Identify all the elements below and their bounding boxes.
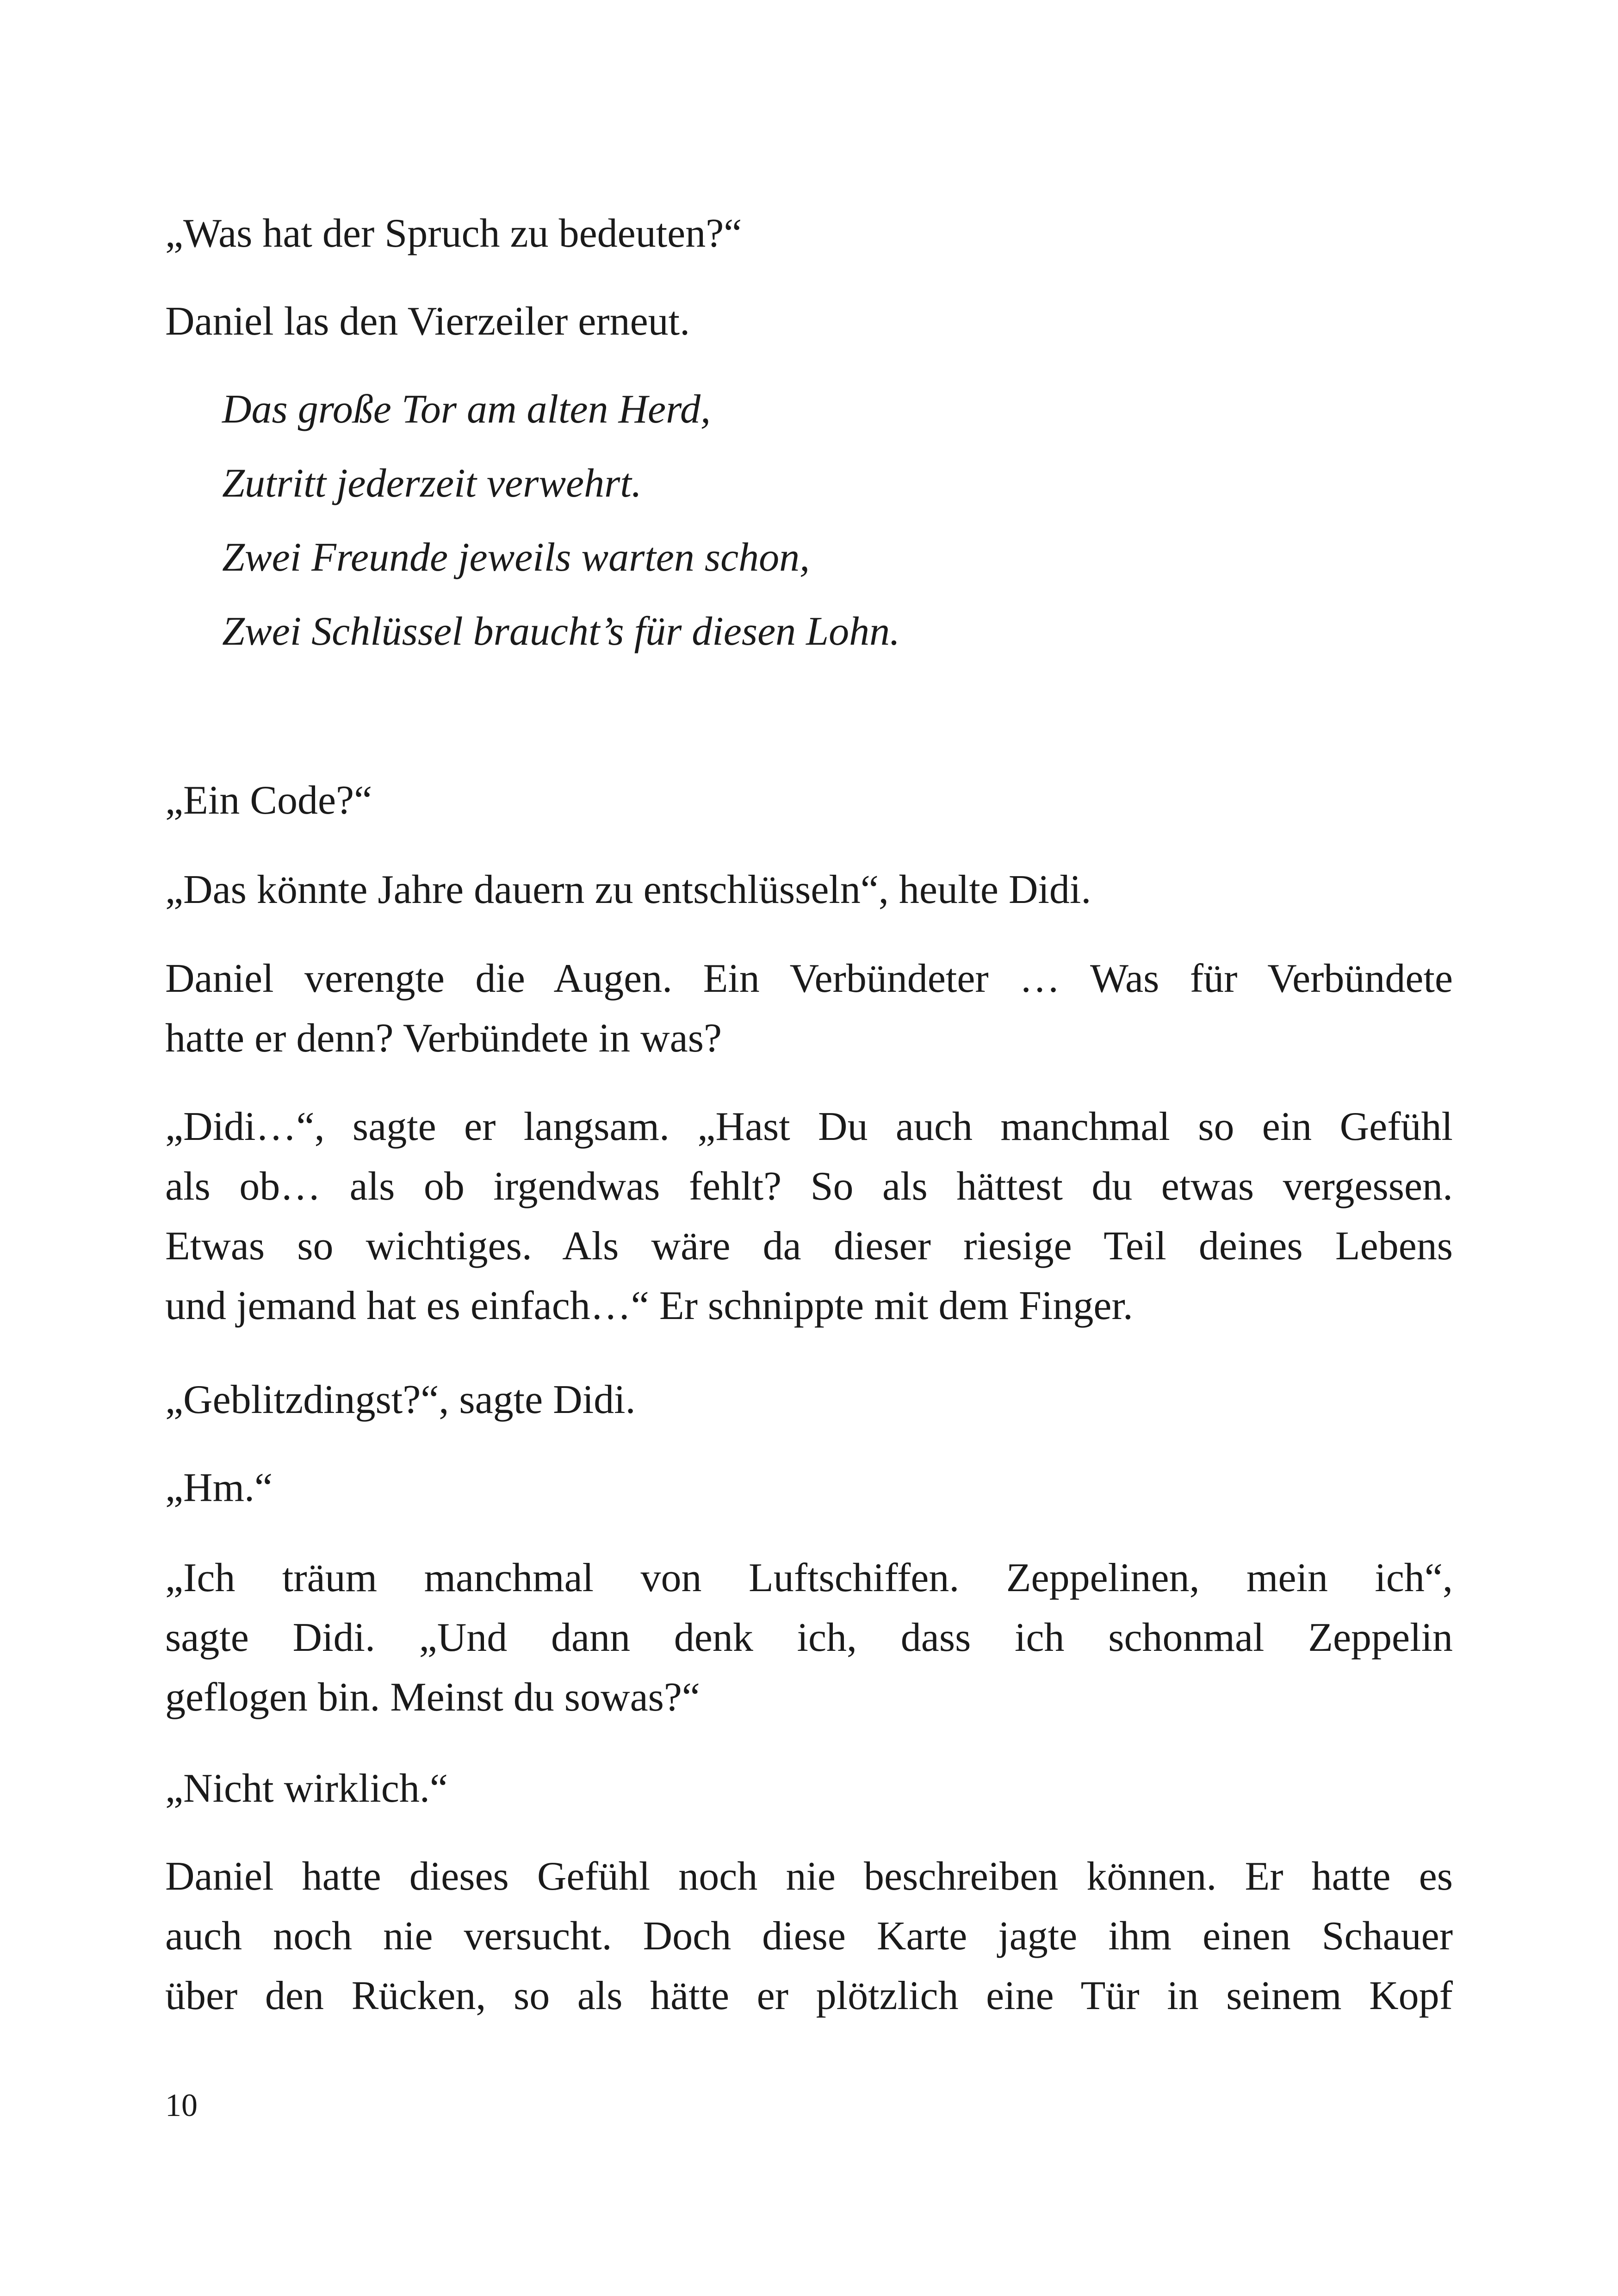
paragraph-karte	[165, 1847, 1453, 2026]
text-line: als ob… als ob irgendwas fehlt? So als hättest du etwas vergessen.	[165, 1164, 1453, 1209]
poem-line-3: Zwei Freunde jeweils warten schon,	[222, 535, 810, 580]
text-line: über den Rücken, so als hätte er plötzlich eine Tür in seinem Kopf	[165, 1973, 1453, 2018]
text-line: Daniel verengte die Augen. Ein Verbündeter … Was für Verbündete	[165, 956, 1453, 1001]
paragraph-verbuendete	[165, 949, 1453, 1068]
paragraph-gefuehl	[165, 1097, 1453, 1336]
text-line: Etwas so wichtiges. Als wäre da dieser riesige Teil deines Lebens	[165, 1224, 1453, 1269]
text-line: sagte Didi. „Und dann denk ich, dass ich schonmal Zeppelin	[165, 1615, 1453, 1660]
text-line: auch noch nie versucht. Doch diese Karte jagte ihm einen Schauer	[165, 1914, 1453, 1959]
paragraph-entschluesseln: „Das könnte Jahre dauern zu entschlüsseln“, heulte Didi.	[165, 867, 1091, 912]
paragraph-ein-code: „Ein Code?“	[165, 778, 372, 823]
page-number: 10	[165, 2088, 198, 2123]
text-line: hatte er denn? Verbündete in was?	[165, 1016, 722, 1061]
paragraph-nicht-wirklich: „Nicht wirklich.“	[165, 1766, 448, 1811]
paragraph-vierzeiler: Daniel las den Vierzeiler erneut.	[165, 299, 690, 344]
text-line: geflogen bin. Meinst du sowas?“	[165, 1675, 700, 1720]
text-line: „Didi…“, sagte er langsam. „Hast Du auch manchmal so ein Gefühl	[165, 1104, 1453, 1149]
paragraph-geblitzdingst: „Geblitzdingst?“, sagte Didi.	[165, 1377, 636, 1422]
poem-line-2: Zutritt jederzeit verwehrt.	[222, 461, 642, 506]
paragraph-hm: „Hm.“	[165, 1465, 273, 1510]
poem-line-1: Das große Tor am alten Herd,	[222, 387, 711, 432]
text-line: und jemand hat es einfach…“ Er schnippte mit dem Finger.	[165, 1283, 1133, 1328]
text-line: „Ich träum manchmal von Luftschiffen. Zeppelinen, mein ich“,	[165, 1556, 1453, 1600]
text-line: Daniel hatte dieses Gefühl noch nie beschreiben können. Er hatte es	[165, 1854, 1453, 1899]
paragraph-spruch-question: „Was hat der Spruch zu bedeuten?“	[165, 211, 742, 256]
poem-line-4: Zwei Schlüssel braucht’s für diesen Lohn.	[222, 609, 900, 654]
paragraph-luftschiffe	[165, 1548, 1453, 1727]
